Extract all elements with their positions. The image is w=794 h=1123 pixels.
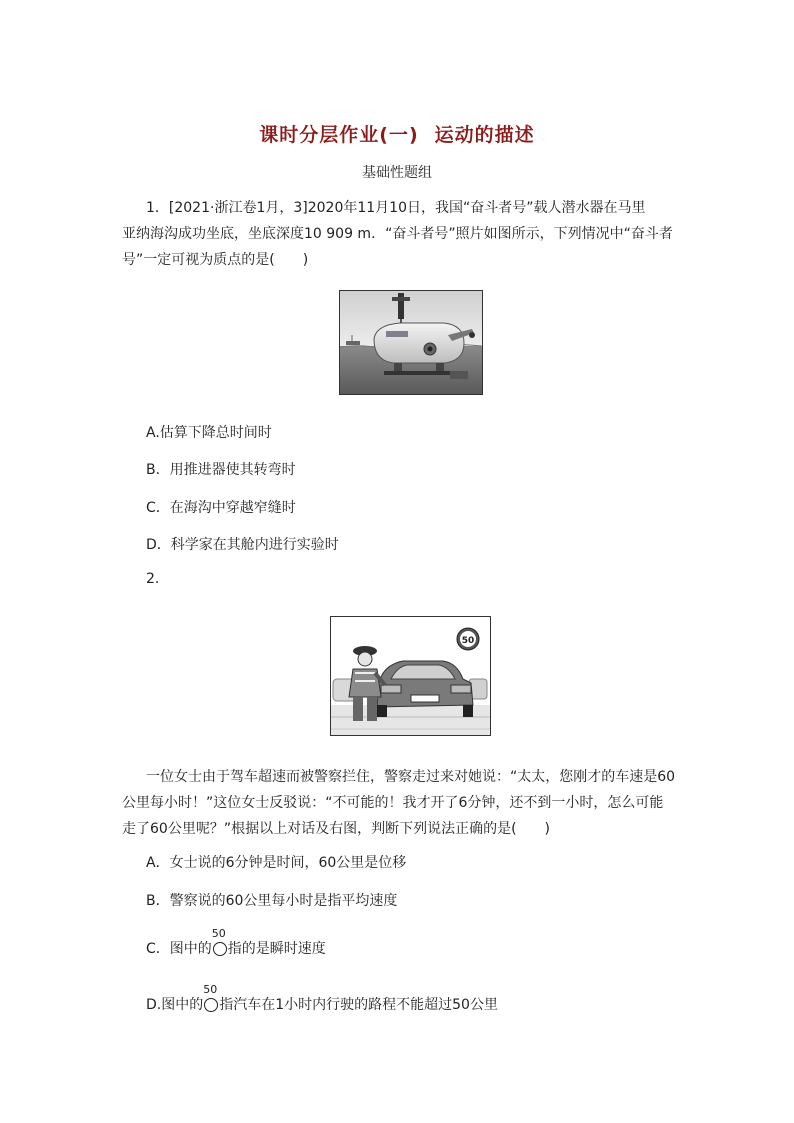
- police-car-drawing: [331, 617, 490, 735]
- q2-option-a: A．女士说的6分钟是时间，60公里是位移: [146, 855, 407, 871]
- page-title: [0, 120, 794, 147]
- q1-option-a: A.估算下降总时间时: [146, 425, 272, 441]
- title-part-2: 运动的描述: [434, 124, 535, 146]
- speed-limit-number: 50: [203, 983, 218, 996]
- speed-sign-number: 50: [461, 636, 475, 646]
- q2-option-d-prefix: D.图中的: [146, 997, 204, 1013]
- question-2-line-3: 走了60公里呢？”根据以上对话及右图，判断下列说法正确的是( ): [122, 821, 550, 837]
- q2-option-c: [146, 927, 326, 958]
- q2-option-d: [146, 983, 498, 1014]
- question-1-line-1: 1．[2021·浙江卷1月，3]2020年11月10日，我国“奋斗者号”载人潜水器在马里: [146, 200, 646, 216]
- q2-option-c-suffix: 指的是瞬时速度: [227, 941, 326, 957]
- question-2-text: [146, 764, 686, 790]
- speed-limit-icon: [203, 983, 218, 1012]
- question-2-text-cont: [122, 790, 682, 842]
- title-part-1: 课时分层作业(一): [259, 124, 419, 146]
- q2-option-b: B．警察说的60公里每小时是指平均速度: [146, 893, 398, 909]
- question-1-text-cont: [122, 221, 682, 273]
- submersible-illustration: [340, 291, 482, 394]
- q1-option-d: D．科学家在其舱内进行实验时: [146, 537, 339, 553]
- question-2-line-1: 一位女士由于驾车超速而被警察拦住，警察走过来对她说：“太太，您刚才的车速是60: [146, 769, 676, 785]
- question-2-number: 2.: [146, 571, 160, 587]
- question-1-text: [146, 195, 686, 221]
- speed-limit-number: 50: [211, 927, 226, 940]
- question-1-line-2: 亚纳海沟成功坐底，坐底深度10 909 m．“奋斗者号”照片如图所示，下列情况中“奋斗者: [122, 226, 673, 242]
- q1-option-b: B．用推进器使其转弯时: [146, 462, 296, 478]
- question-2-line-2: 公里每小时！”这位女士反驳说：“不可能的！我才开了6分钟，还不到一小时，怎么可能: [122, 795, 664, 811]
- submersible-photo: [339, 290, 483, 395]
- police-car-illustration: [330, 616, 491, 736]
- q2-option-c-prefix: C．图中的: [146, 941, 212, 957]
- q2-option-d-suffix: 指汽车在1小时内行驶的路程不能超过50公里: [219, 997, 498, 1013]
- speed-limit-icon: [211, 927, 227, 956]
- section-heading: 基础性题组: [362, 165, 432, 181]
- q1-option-c: C．在海沟中穿越窄缝时: [146, 500, 296, 516]
- question-1-line-3: 号”一定可视为质点的是( ): [122, 252, 309, 268]
